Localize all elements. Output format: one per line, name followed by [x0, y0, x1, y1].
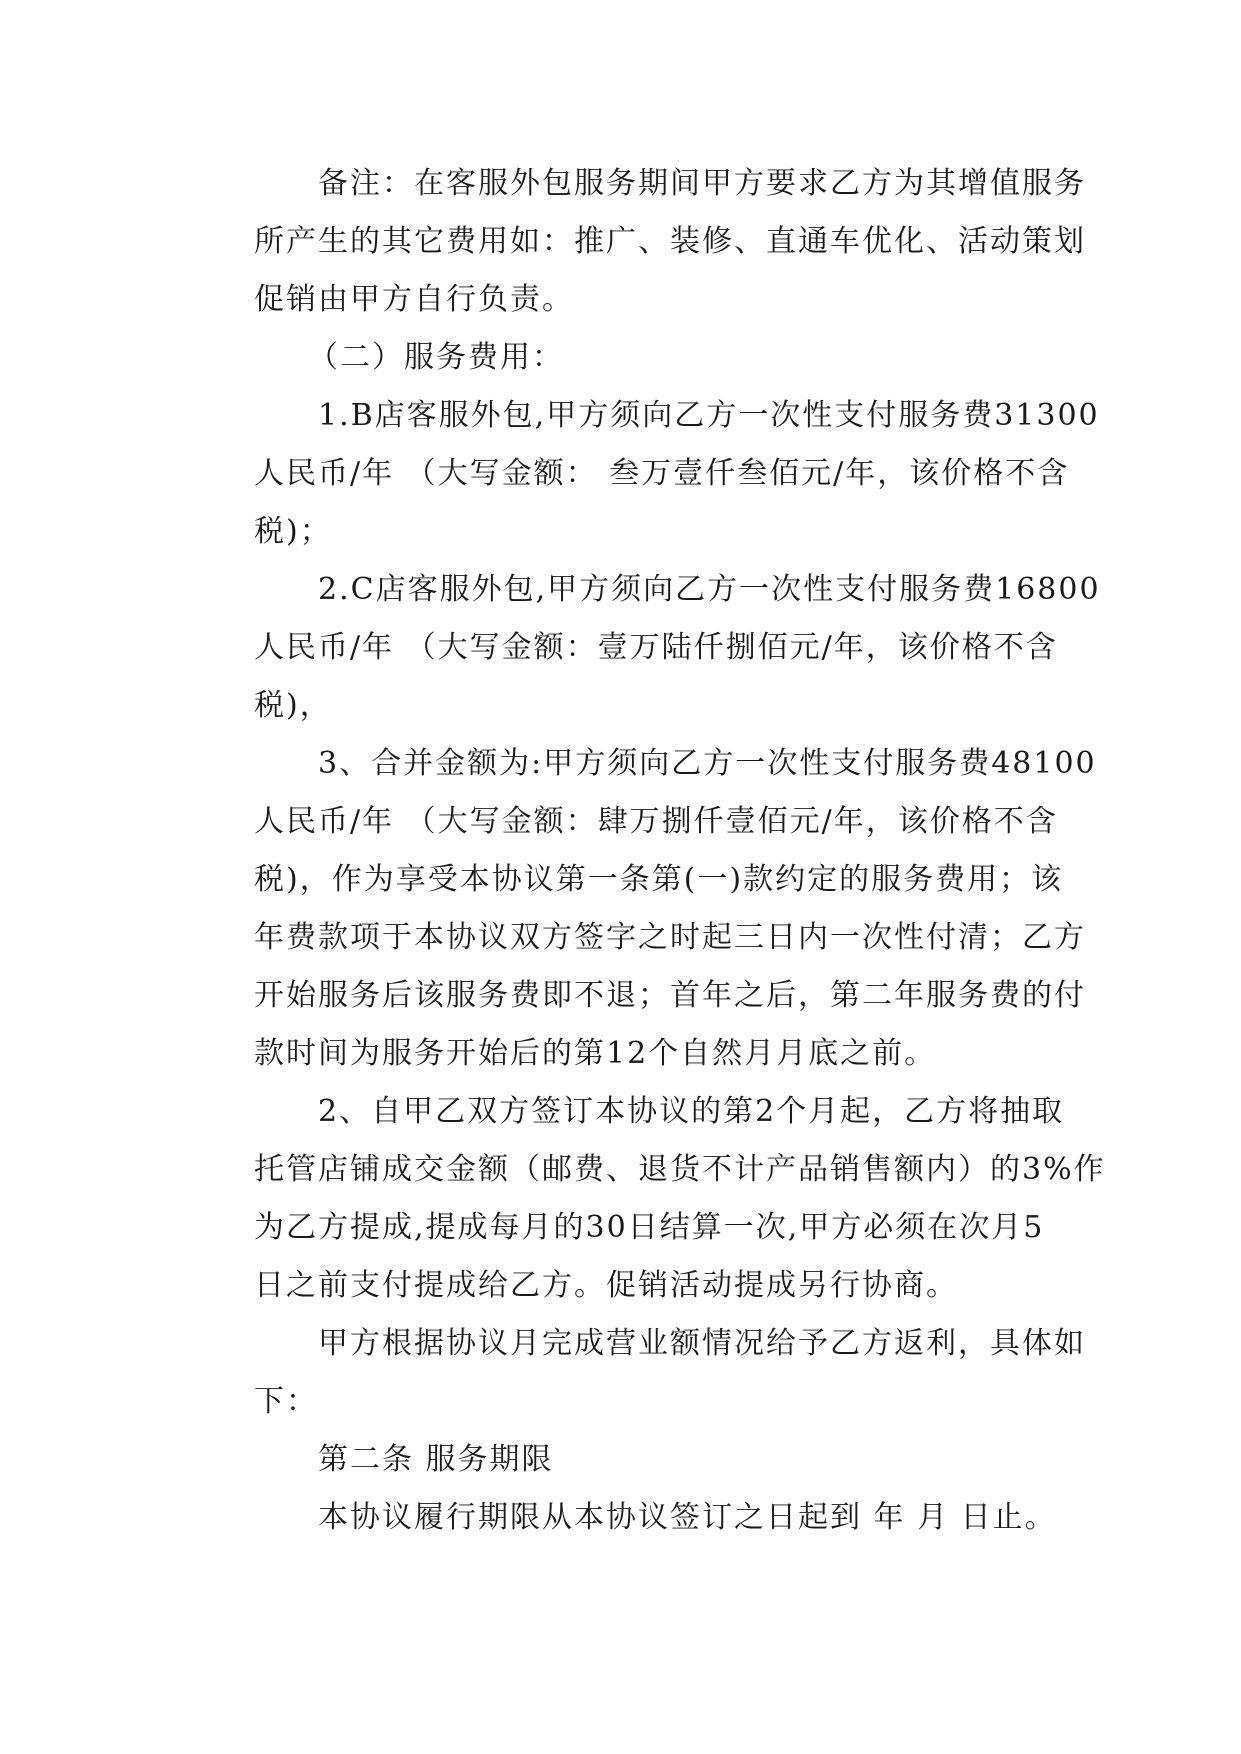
text-line: 2.C店客服外包,甲方须向乙方一次性支付服务费16800 — [318, 572, 1101, 607]
paragraph-fee-item-1 — [190, 387, 1100, 561]
paragraph-fees-heading — [190, 329, 1050, 387]
text-line: 1.B店客服外包,甲方须向乙方一次性支付服务费31300 — [318, 398, 1100, 433]
paragraph-fee-item-3 — [190, 735, 1097, 1083]
text-line: 下： — [254, 1384, 318, 1419]
paragraph-article-2-heading — [190, 1431, 1050, 1489]
text-line: 促销由甲方自行负责。 — [254, 282, 574, 317]
paragraph-commission — [190, 1083, 1106, 1315]
text-line: 日之前支付提成给乙方。促销活动提成另行协商。 — [254, 1268, 958, 1303]
paragraph-remark — [190, 155, 1086, 329]
document-page — [190, 155, 1106, 1547]
paragraph-term — [190, 1489, 1057, 1547]
text-line: 为乙方提成,提成每月的30日结算一次,甲方必须在次月5 — [254, 1210, 1045, 1245]
text-line: 人民币/年 （大写金额：壹万陆仟捌佰元/年，该价格不含 — [254, 630, 1058, 665]
text-line: 年费款项于本协议双方签字之时起三日内一次性付清；乙方 — [254, 920, 1086, 955]
text-line: 本协议履行期限从本协议签订之日起到 年 月 日止。 — [318, 1500, 1057, 1535]
text-line: 税)； — [254, 514, 332, 549]
text-line: 人民币/年 （大写金额：肆万捌仟壹佰元/年，该价格不含 — [254, 804, 1058, 839]
text-line: 2、自甲乙双方签订本协议的第2个月起，乙方将抽取 — [318, 1094, 1065, 1129]
text-line: 3、合并金额为:甲方须向乙方一次性支付服务费48100 — [318, 746, 1097, 781]
text-line: 人民币/年 （大写金额： 叁万壹仟叁佰元/年，该价格不含 — [254, 456, 1070, 491]
text-line: 所产生的其它费用如：推广、装修、直通车优化、活动策划 — [254, 224, 1086, 259]
text-line: 开始服务后该服务费即不退；首年之后，第二年服务费的付 — [254, 978, 1086, 1013]
article-heading: 第二条 服务期限 — [318, 1442, 554, 1477]
text-line: 税)， — [254, 688, 332, 723]
text-line: 税)，作为享受本协议第一条第(一)款约定的服务费用；该 — [254, 862, 1064, 897]
paragraph-fee-item-2 — [190, 561, 1101, 735]
text-line: 托管店铺成交金额（邮费、退货不计产品销售额内）的3%作 — [254, 1152, 1106, 1187]
paragraph-rebate — [190, 1315, 1086, 1431]
text-line: 款时间为服务开始后的第12个自然月月底之前。 — [254, 1036, 937, 1071]
section-heading: （二）服务费用： — [308, 340, 564, 375]
text-line: 甲方根据协议月完成营业额情况给予乙方返利，具体如 — [318, 1326, 1086, 1361]
text-line: 备注：在客服外包服务期间甲方要求乙方为其增值服务 — [318, 166, 1086, 201]
